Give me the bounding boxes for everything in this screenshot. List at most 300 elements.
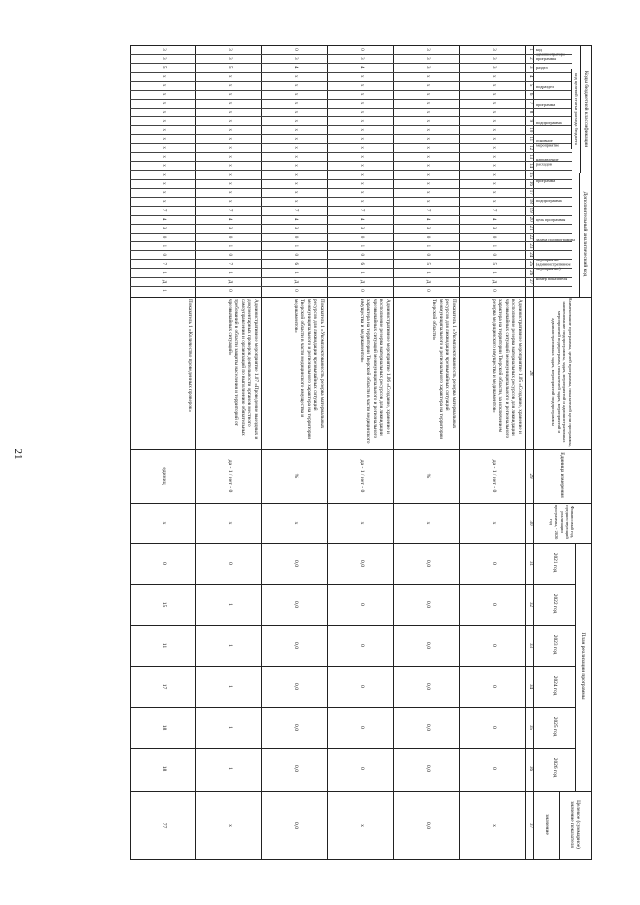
code-cell: 0 [491,253,496,257]
code-cell: x [161,199,166,203]
row-year-value: 0 [491,644,497,647]
year-header: 2021 год [552,552,559,573]
code-cell: x [161,191,166,194]
table-rule [525,45,526,860]
code-cell: 6 [293,262,298,265]
row-year-value: 15 [161,601,167,608]
code-cell: 0 [491,235,496,239]
table-rule [130,233,572,234]
column-number: 26 [528,270,533,276]
column-number: 32 [528,602,533,607]
column-number: 7 [528,101,533,105]
column-number: 1 [528,48,533,51]
row-final-value: x [227,824,233,827]
code-cell: x [161,92,166,96]
year-header: 2022 год [552,593,559,614]
row-year-value: 1 [227,603,233,606]
code-cell: 1 [161,244,166,248]
code-cell: x [227,182,232,185]
table-rule [130,625,576,626]
code-cell: 3 [293,57,298,60]
row-year-value: 11 [161,642,167,649]
row-year-value: 0,0 [425,765,431,772]
code-cell: x [425,182,430,185]
code-cell: x [491,74,496,78]
table-rule [130,277,572,278]
code-cell: x [293,119,298,123]
year-header: 2023 год [552,634,559,655]
code-cell: x [161,119,166,123]
column-number: 17 [528,189,533,195]
column-number: 22 [528,234,533,240]
row-year-value: 0,0 [293,765,299,772]
row-year-value: 0,0 [425,560,431,567]
code-cell: x [161,155,166,158]
code-cell: x [425,110,430,114]
row-year-value: 0,0 [425,642,431,649]
table-rule [130,268,572,269]
code-cell: 3 [491,226,496,230]
row-unit: % [425,473,431,479]
code-cell: x [359,110,364,114]
table-rule [393,45,394,860]
code-cell: 5 [227,66,232,69]
table-rule [575,543,576,791]
table-rule [130,179,572,180]
row-year-value: 0 [491,685,497,688]
row-fin-year: x [227,521,233,525]
code-cell: 1 [161,289,166,292]
code-cell: 7 [227,262,232,265]
column-number: 25 [528,261,533,267]
table-rule [130,90,572,91]
page-number: 21 [12,448,24,460]
code-cell: 0 [359,253,364,257]
code-cell: x [359,199,364,203]
table-rule [130,134,572,135]
code-cell: x [491,110,496,114]
code-cell: 0 [293,253,298,257]
code-cell: x [227,199,232,203]
code-cell: 1 [425,244,430,248]
code-cell: 1 [227,244,232,248]
row-year-value: 0,0 [293,724,299,731]
code-cell: 3 [227,57,232,60]
code-cell: 0 [161,253,166,257]
column-number: 37 [528,823,533,828]
code-cell: x [293,101,298,105]
kbk-group-header: Коды бюджетной классификации [583,70,590,148]
kbk-column-header: направление расходов [536,156,559,167]
column-number: 28 [528,370,533,376]
row-unit: да - 1 / нет - 0 [491,459,497,493]
code-cell: x [161,128,166,132]
table-rule [130,170,572,171]
code-cell: x [425,191,430,194]
row-name: Показатель 1 «Укомплектованность резерва материальных ресурсов для ликвидации чрезвычайных ситуаций межмуниципального и регионального характера на территории Тверской области в части медицинского имущества и медикаментов» [293,299,325,440]
code-cell: 1 [293,271,298,274]
code-cell: 3 [227,48,232,51]
row-year-value: 0 [359,603,365,606]
column-number: 6 [528,92,533,96]
code-cell: x [227,137,232,140]
code-cell: 1 [491,271,496,274]
code-cell: 7 [425,208,430,212]
kbk-sub-header: код целевой статьи расхода бюджета [573,73,579,145]
code-cell: 1 [359,244,364,248]
code-cell: x [359,137,364,140]
table-rule [130,707,576,708]
row-fin-year: x [161,521,167,525]
column-number: 2 [528,57,533,60]
row-final-value: x [491,824,497,827]
code-cell: 0 [227,253,232,257]
kbk-column-header: раздел [536,65,548,71]
code-cell: 6 [359,262,364,265]
code-cell: x [161,146,166,149]
column-number: 5 [528,83,533,87]
row-name: Административное мероприятие 1.06 «Создание, хранение и восполнение резерва материальных ресурсов для ликвидации чрезвычайных ситуаций межмуниципального и регионального характера на территории Тверской области в части медицинского имущества и медикаментов» [359,299,391,444]
code-cell: x [161,182,166,185]
column-number: 27 [528,279,533,285]
code-cell: x [491,199,496,203]
code-cell: 4 [227,217,232,221]
row-name: Показатель 1 «Укомплектованность резерва материальных ресурсов для ликвидации чрезвычайных ситуаций межмуниципального и регионального характера на территории Тверской области» [431,299,457,440]
code-cell: 3 [491,57,496,60]
row-year-value: 0 [161,562,167,565]
code-cell: x [359,83,364,87]
column-number: 14 [528,163,533,169]
code-cell: 0 [227,235,232,239]
table-rule [130,666,576,667]
code-cell: x [359,119,364,123]
column-number: 12 [528,145,533,151]
code-cell: 3 [425,57,430,60]
kbk-column-header: программа [536,101,556,107]
table-rule [130,215,572,216]
row-year-value: 18 [161,765,167,772]
code-cell: 5 [425,262,430,265]
column-number: 11 [528,136,533,142]
row-year-value: 1 [227,644,233,647]
code-cell: 7 [161,208,166,212]
table-rule [130,224,572,225]
code-cell: x [293,83,298,87]
row-year-value: 0 [359,726,365,729]
column-number: 23 [528,243,533,249]
kbk-column-header: подраздел [536,83,554,89]
code-cell: 7 [293,208,298,212]
code-cell: x [425,164,430,167]
row-year-value: 0 [491,562,497,565]
code-cell: x [425,137,430,140]
code-cell: x [227,74,232,78]
row-year-value: 0,0 [293,642,299,649]
table-rule [130,748,576,749]
code-cell: 3 [359,226,364,230]
code-cell: 0 [359,48,364,51]
row-unit: % [293,473,299,479]
table-rule [130,125,572,126]
row-fin-year: x [491,521,497,525]
code-cell: Д [491,279,496,284]
extra-code-column-header: задача подпрограммы [536,237,575,242]
code-cell: x [161,101,166,105]
code-cell: x [293,182,298,185]
code-cell: x [359,191,364,194]
code-cell: 3 [293,226,298,230]
code-cell: x [293,128,298,132]
plan-group-header: План реализации программы [580,632,587,700]
table-rule [579,173,580,297]
column-number: 18 [528,198,533,204]
code-cell: x [359,146,364,149]
row-name: Административное мероприятие 1.05 «Создание, хранение и восполнение резерва материальных ресурсов для ликвидации чрезвычайных ситуаций межмуниципального и регионального характера на территории Тверской области, за исключением резерва медицинского имущества и медикаментов» [491,299,523,439]
row-name: Административное мероприятие 1.07 «Проведение выездных и документарных проверок деятельности органов местного самоуправления и организаций по выполнению обязательных требований в области защиты населения и территорий от чрезвычайных ситуаций» [227,299,259,440]
column-number: 24 [528,252,533,258]
table-rule [130,108,572,109]
code-cell: x [359,128,364,132]
extra-code-column-header: мероприятие (административное мероприятие) [536,256,571,271]
column-number: 3 [528,66,533,69]
code-cell: x [161,83,166,87]
code-cell: 1 [293,244,298,248]
row-unit: единиц [161,467,167,485]
code-cell: x [161,164,166,167]
column-number: 15 [528,171,533,177]
table-rule [130,116,572,117]
year-header: 2026 год [552,757,559,778]
code-cell: 0 [293,289,298,292]
code-cell: x [359,182,364,185]
column-number: 21 [528,225,533,231]
column-number: 4 [528,74,533,78]
column-number: 31 [528,561,533,566]
code-cell: x [491,128,496,132]
code-cell: x [293,164,298,167]
code-cell: 5 [161,66,166,69]
code-cell: 0 [425,235,430,239]
code-cell: x [293,146,298,149]
code-cell: x [293,74,298,78]
code-cell: x [359,92,364,96]
code-cell: x [293,110,298,114]
row-year-value: 0,0 [293,560,299,567]
table-rule [130,99,572,100]
table-rule [261,45,262,860]
unit-column-header: Единица измерения [559,452,566,498]
table-rule [327,45,328,860]
code-cell: x [425,101,430,105]
code-cell: x [293,137,298,140]
code-cell: x [227,128,232,132]
column-number: 35 [528,725,533,730]
kbk-column-header: подпрограмма [536,120,562,126]
code-cell: 4 [359,217,364,221]
code-cell: 0 [425,289,430,292]
code-cell: 4 [161,217,166,221]
code-cell: 0 [293,235,298,239]
code-cell: 3 [491,66,496,69]
code-cell: x [227,92,232,96]
row-fin-year: x [293,521,299,525]
code-cell: 1 [491,244,496,248]
table-rule [130,286,572,287]
code-cell: 3 [425,48,430,51]
table-rule [130,259,572,260]
extra-code-column-header: подпрограмма [536,197,562,203]
code-cell: 3 [491,48,496,51]
column-number: 36 [528,766,533,771]
table-rule [130,152,572,153]
code-cell: 3 [425,66,430,69]
code-cell: x [359,155,364,158]
table-rule [130,297,592,298]
code-cell: 3 [425,226,430,230]
code-cell: 1 [425,271,430,274]
code-cell: x [491,119,496,123]
code-cell: x [359,173,364,176]
rotated-table-sheet [130,45,592,860]
code-cell: x [161,137,166,140]
column-number: 29 [528,473,533,479]
row-year-value: 0 [227,562,233,565]
code-cell: Д [425,279,430,284]
table-rule [130,206,572,207]
code-cell: x [227,191,232,194]
table-rule [130,81,572,82]
table-rule [195,45,196,860]
code-cell: x [227,110,232,114]
code-cell: 3 [227,226,232,230]
row-year-value: 1 [227,685,233,688]
code-cell: 0 [425,253,430,257]
column-number: 33 [528,643,533,648]
program-table [130,45,592,860]
fin-year-column-header: Финансовый год, предшествующий реализации программы, - 2020 год [549,504,576,540]
extra-code-column-header: программа [536,178,556,183]
column-number: 8 [528,110,533,114]
row-year-value: 0,0 [425,724,431,731]
extra-code-column-header: цель программы [536,217,566,223]
code-cell: x [227,146,232,149]
code-cell: 1 [227,271,232,274]
column-number: 30 [528,520,533,526]
code-cell: x [491,191,496,194]
column-number: 13 [528,154,533,160]
kbk-column-header: основное мероприятие [536,138,560,149]
kbk-column-header: код администратора программы [536,47,565,62]
row-year-value: 1 [227,726,233,729]
table-rule [459,45,460,860]
code-cell: 4 [359,66,364,69]
row-year-value: 18 [161,724,167,731]
row-final-value: x [359,824,365,827]
row-final-value: 77 [161,822,167,829]
table-rule [130,63,572,64]
code-cell: 7 [227,208,232,212]
row-year-value: 0,0 [425,601,431,608]
code-cell: 0 [227,289,232,292]
row-year-value: 1 [227,767,233,770]
row-fin-year: x [359,521,365,525]
code-cell: x [293,191,298,194]
column-number: 19 [528,207,533,213]
code-cell: x [161,110,166,114]
row-year-value: 0 [359,767,365,770]
code-cell: Д [359,279,364,284]
code-cell: 0 [161,235,166,239]
row-year-value: 0 [491,767,497,770]
code-cell: 0 [359,289,364,292]
code-cell: 1 [161,271,166,274]
code-cell: x [425,119,430,123]
code-cell: x [425,199,430,203]
code-cell: Д [227,279,232,284]
table-rule [130,143,572,144]
code-cell: x [227,83,232,87]
code-cell: x [227,173,232,176]
code-cell: 4 [293,217,298,221]
final-value-subheader: значение [544,814,551,835]
row-year-value: 0 [359,685,365,688]
code-cell: x [491,173,496,176]
code-cell: 0 [359,235,364,239]
extra-code-column-header: номер показателя [536,276,568,282]
column-number: 20 [528,216,533,222]
code-cell: x [491,146,496,149]
code-cell: x [491,101,496,105]
code-cell: x [359,164,364,167]
row-year-value: 0,0 [425,683,431,690]
code-cell: 7 [161,262,166,265]
table-rule [130,241,572,242]
table-rule [130,250,572,251]
code-cell: x [425,92,430,96]
code-cell: 4 [425,217,430,221]
code-cell: x [425,155,430,158]
code-cell: x [491,155,496,158]
row-year-value: 0 [359,644,365,647]
column-number: 16 [528,180,533,186]
code-cell: Д [161,279,166,284]
code-cell: x [293,199,298,203]
row-final-value: 0,0 [293,822,299,829]
code-cell: Д [293,279,298,284]
code-cell: 0 [491,289,496,292]
code-cell: 5 [491,262,496,265]
code-cell: 3 [359,57,364,60]
code-cell: x [227,164,232,167]
code-cell: x [425,74,430,78]
table-rule [130,584,576,585]
code-cell: x [491,83,496,87]
code-cell: 7 [491,208,496,212]
column-number: 10 [528,127,533,133]
code-cell: x [491,164,496,167]
code-cell: x [293,92,298,96]
row-name: Показатель 1 «Количество проведенных проверок» [187,299,193,413]
code-cell: 3 [161,48,166,51]
code-cell: 4 [293,66,298,69]
code-cell: 4 [491,217,496,221]
code-cell: 3 [161,226,166,230]
code-cell: x [491,92,496,96]
code-cell: 3 [161,57,166,60]
row-year-value: 0,0 [293,601,299,608]
column-number: 34 [528,684,533,689]
table-rule [130,188,572,189]
